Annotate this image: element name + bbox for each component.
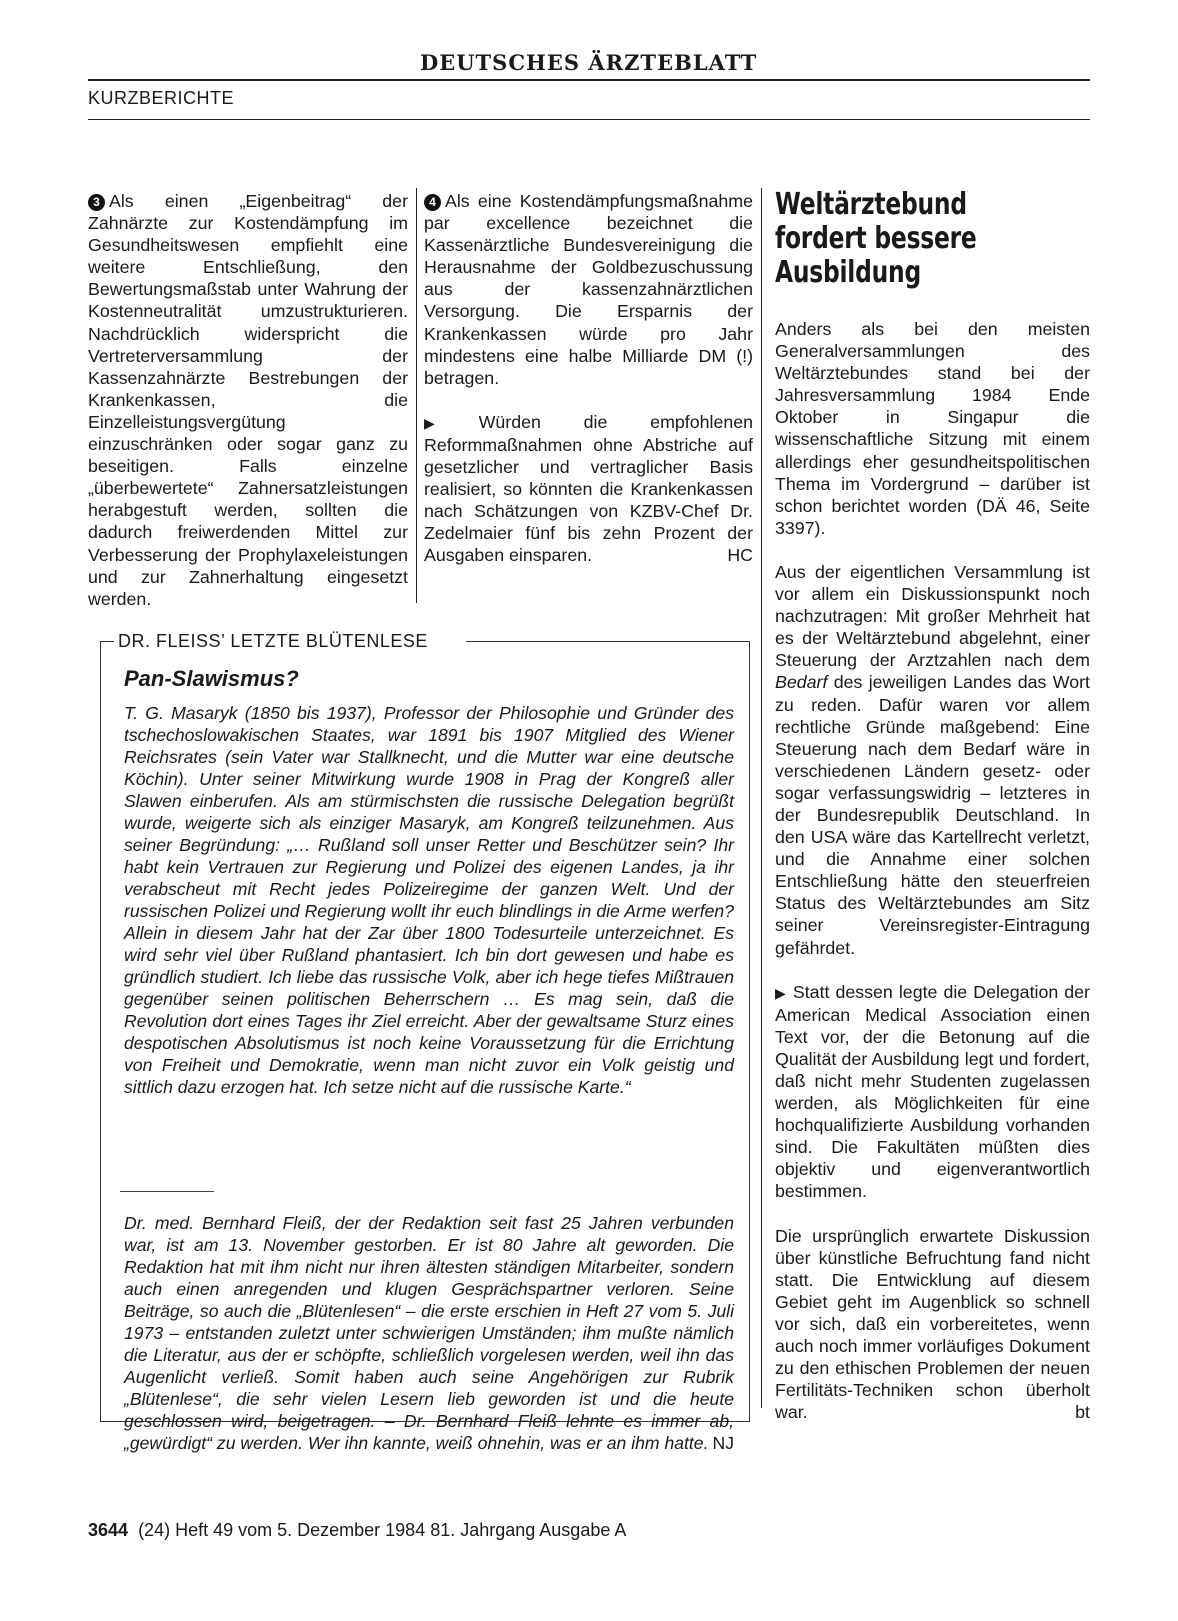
- triangle-bullet-icon: ▶: [775, 984, 787, 1001]
- paragraph-text: Die ursprünglich erwartete Diskussion über künstliche Befruchtung fand nicht statt. Die Entwicklung auf diesem Gebiet geht im Augenblick so schnell vor sich, daß ein vorbereitetes, wenn auch noch immer vorläufiges Dokument zu den ethischen Problemen der neuen Fertilitäts-Techniken schon überholt war.: [775, 1225, 1090, 1423]
- section-rule: [88, 119, 1090, 120]
- headline-block: [775, 188, 1090, 298]
- item-4-text: Als eine Kostendämpfungsmaßnahme par excellence bezeichnet die Kassenärztliche Bundesvereinigung die Herausnahme der Goldbezuschussung aus der kassenzahnärztlichen Versorgung. Die Ersparnis der Krankenkassen würde pro Jahr mindestens eine halbe Milliarde DM (!) betragen.: [424, 191, 753, 388]
- headline-line-2: fordert bessere: [775, 221, 977, 256]
- separator-rule: [120, 1191, 214, 1192]
- emphasis-text: Bedarf: [775, 672, 828, 693]
- item-4-paragraph: [424, 190, 753, 389]
- page-number: 3644: [88, 1520, 129, 1540]
- paragraph-text: Statt dessen legte die Delegation der American Medical Association einen Text vor, der die Betonung auf die Qualität der Ausbildung legt und fordert, daß nicht mehr Studenten zugelassen werden, als Möglichkeiten für eine hochqualifizierte Ausbildung vorhanden sind. Die Fakultäten müßten dies objektiv und eigenverantwortlich bestimmen.: [775, 981, 1090, 1202]
- article-paragraph: [775, 981, 1090, 1203]
- box-heading: Pan-Slawismus?: [124, 666, 299, 691]
- page-footer: [88, 1520, 626, 1541]
- reform-paragraph: [424, 411, 753, 567]
- masthead: DEUTSCHES ÄRZTEBLATT: [420, 50, 758, 75]
- header-rule: [88, 79, 1090, 81]
- article-body: [775, 318, 1090, 1423]
- article-paragraph: [775, 561, 1090, 959]
- paragraph-text: des jeweiligen Landes das Wort zu reden. Dafür waren vor allem rechtliche Gründe maßgebend: Eine Steuerung nach dem Bedarf wäre in verschiedenen Ländern gesetz- oder sogar verfassungswidrig – letzteres in der Bundesrepublik Deutschland. In den USA wäre das Kartellrecht verletzt, und die Annahme einer solchen Entschließung hätte den steuerfreien Status des Weltärztebundes am Sitz seiner Vereinsregister-Eintragung gefährdet.: [775, 672, 1090, 958]
- item-3-paragraph: [88, 190, 408, 610]
- signature-nj: NJ: [712, 1433, 734, 1453]
- column-c: [775, 188, 1090, 1445]
- signature-hc: HC: [727, 545, 753, 566]
- box-title: DR. FLEISS’ LETZTE BLÜTENLESE: [118, 631, 428, 651]
- headline-line-1: Weltärztebund: [775, 187, 967, 222]
- column-a: [88, 190, 408, 610]
- box-top-border: [100, 641, 114, 642]
- obituary-text: [124, 1212, 734, 1454]
- column-divider: [416, 188, 417, 603]
- number-3-icon: 3: [88, 194, 105, 211]
- article-paragraph: [775, 1225, 1090, 1424]
- column-divider: [761, 188, 762, 1408]
- section-label: KURZBERICHTE: [88, 88, 235, 108]
- column-b: [424, 190, 753, 567]
- headline-line-3: Ausbildung: [775, 255, 921, 290]
- masaryk-quote: T. G. Masaryk (1850 bis 1937), Professor der Philosophie und Gründer des tschechoslowakischen Staates, war 1891 bis 1907 Mitglied des Wiener Reichsrates (sein Vater war Stallknecht, und die Mutter war eine deutsche Köchin). Unter seiner Mitwirkung wurde 1908 in Prag der Kongreß aller Slawen einberufen. Als am stürmischsten die russische Delegation begrüßt wurde, weigerte sich als einziger Masaryk, am Kongreß teilzunehmen. Aus seiner Begründung: „… Rußland soll unser Retter und Beschützer sein? Ihr habt kein Vertrauen zur Regierung und Polizei des eigenen Landes, ja ihr verabscheut mit Recht jedes Polizeiregime der ganzen Welt. Und der russischen Polizei und Regierung wollt ihr euch blindlings in die Arme werfen? Allein in diesem Jahr hat der Zar über 1800 Todesurteile unterzeichnet. Es wird sehr viel über Rußland phantasiert. Ich bin dort gewesen und habe es gründlich studiert. Ich liebe das russische Volk, aber ich hege tiefes Mißtrauen gegenüber seinen politischen Beherrschern … Es mag sein, daß die Revolution dort eines Tages ihr Ziel erreicht. Aber der gewaltsame Sturz eines despotischen Absolutismus ist noch keine Voraussetzung für die Errichtung von Freiheit und Demokratie, wenn man nicht zuvor ein Volk geistig und sittlich dazu erzogen hat. Ich setze nicht auf die russische Karte.“: [124, 703, 734, 1097]
- paragraph-text: Aus der eigentlichen Versammlung ist vor allem ein Diskussionspunkt noch nachzutragen: Mit großer Mehrheit hat es der Weltärztebund abgelehnt, einer Steuerung der Arztzahlen nach dem: [775, 561, 1090, 671]
- issue-details: (24) Heft 49 vom 5. Dezember 1984 81. Jahrgang Ausgabe A: [138, 1520, 627, 1540]
- item-3-text: Als einen „Eigenbeitrag“ der Zahnärzte zur Kostendämpfung im Gesundheitswesen empfiehlt eine weitere Entschließung, den Bewertungsmaßstab unter Wahrung der Kostenneutralität umzustrukturieren. Nachdrücklich widerspricht die Vertreterversammlung der Kassenzahnärzte Bestrebungen der Krankenkassen, die Einzelleistungsvergütung einzuschränken oder sogar ganz zu beseitigen. Falls einzelne „überbewertete“ Zahnersatzleistungen herabgestuft werden, sollten die dadurch freiwerdenden Mittel zur Verbesserung der Prophylaxeleistungen und zur Zahnerhaltung eingesetzt werden.: [88, 191, 408, 609]
- box-top-border: [466, 641, 750, 642]
- article-paragraph: Anders als bei den meisten Generalversammlungen des Weltärztebundes stand bei der Jahresversammlung 1984 Ende Oktober in Singapur die wissenschaftliche Sitzung mit einem allerdings eher gesundheitspolitischen Thema im Vordergrund – darüber ist schon berichtet worden (DÄ 46, Seite 3397).: [775, 319, 1090, 538]
- obituary-body: Dr. med. Bernhard Fleiß, der der Redaktion seit fast 25 Jahren verbunden war, ist am 13. November gestorben. Er ist 80 Jahre alt geworden. Die Redaktion hat mit ihm nicht nur ihren ältesten ständigen Mitarbeiter, sondern auch einen anregenden und klugen Gesprächspartner verloren. Seine Beiträge, so auch die „Blütenlesen“ – die erste erschien in Heft 27 vom 5. Juli 1973 – entstanden zuletzt unter schwierigen Umständen; ihm mußte nämlich die Literatur, aus der er schöpfte, schließlich vorgelesen werden, weil ihn das Augenlicht verließ. Somit haben auch seine Angehörigen zur Rubrik „Blütenlese“, die sehr vielen Lesern lieb geworden ist und die heute geschlossen wird, beigetragen. – Dr. Bernhard Fleiß lehnte es immer ab, „gewürdigt“ zu werden. Wer ihn kannte, weiß ohnehin, was er an ihm hatte.: [124, 1213, 734, 1453]
- reform-text: Würden die empfohlenen Reformmaßnahmen ohne Abstriche auf gesetzlicher und vertraglicher Basis realisiert, so könnten die Krankenkassen nach Schätzungen von KZBV-Chef Dr. Zedelmaier fünf bis zehn Prozent der Ausgaben einsparen.: [424, 411, 753, 566]
- signature-bt: bt: [1075, 1402, 1090, 1423]
- number-4-icon: 4: [424, 194, 441, 211]
- triangle-bullet-icon: ▶: [424, 414, 473, 431]
